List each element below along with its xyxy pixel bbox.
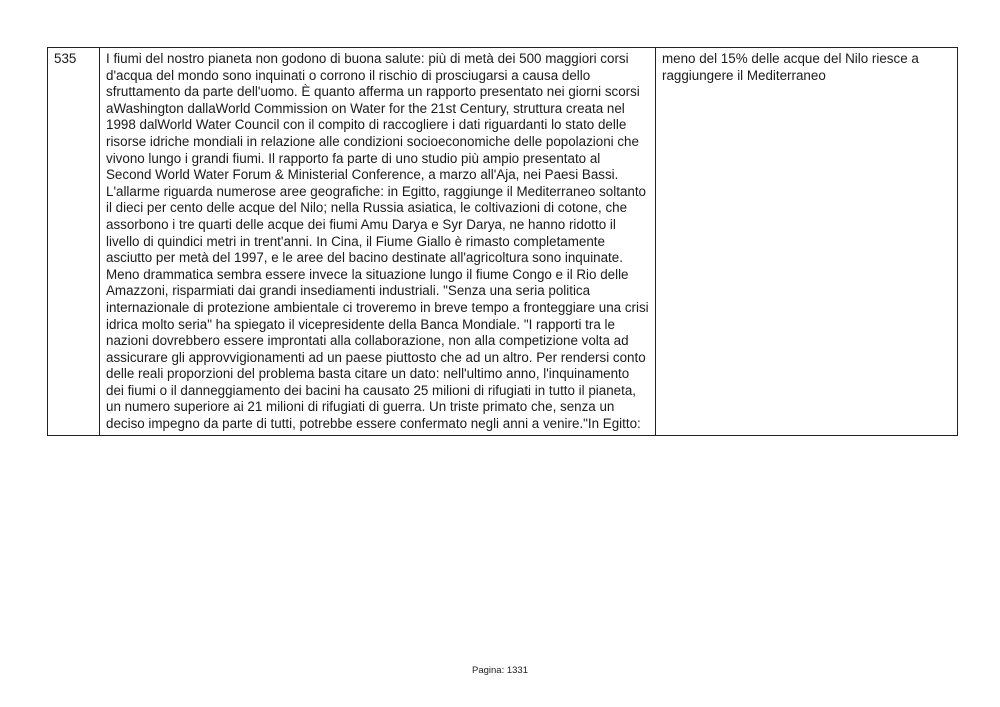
page-number: Pagina: 1331 (472, 665, 528, 676)
record-answer: meno del 15% delle acque del Nilo riesce a raggiungere il Mediterraneo (656, 48, 958, 436)
table-row (48, 48, 958, 436)
record-id: 535 (48, 48, 100, 436)
record-table (47, 47, 958, 436)
record-text: I fiumi del nostro pianeta non godono di buona salute: più di metà dei 500 maggiori corsi d'acqua del mondo sono inquinati o corrono il rischio di prosciugarsi a causa dello sfruttamento da parte dell'uomo. È quanto afferma un rapporto presentato nei giorni scorsi aWashington dallaWorld Commission on Water for the 21st Century, struttura creata nel 1998 dalWorld Water Council con il compito di raccogliere i dati riguardanti lo stato delle risorse idriche mondiali in relazione alle condizioni socioeconomiche delle popolazioni che vivono lungo i grandi fiumi. Il rapporto fa parte di uno studio più ampio presentato al Second World Water Forum & Ministerial Conference, a marzo all'Aja, nei Paesi Bassi. L'allarme riguarda numerose aree geografiche: in Egitto, raggiunge il Mediterraneo soltanto il dieci per cento delle acque del Nilo; nella Russia asiatica, le coltivazioni di cotone, che assorbono i tre quarti delle acque dei fiumi Amu Darya e Syr Darya, ne hanno ridotto il livello di quindici metri in trent'anni. In Cina, il Fiume Giallo è rimasto completamente asciutto per metà del 1997, e le aree del bacino destinate all'agricoltura sono inquinate. Meno drammatica sembra essere invece la situazione lungo il fiume Congo e il Rio delle Amazzoni, risparmiati dai grandi insediamenti industriali. "Senza una seria politica internazionale di protezione ambientale ci troveremo in breve tempo a fronteggiare una crisi idrica molto seria" ha spiegato il vicepresidente della Banca Mondiale. "I rapporti tra le nazioni dovrebbero essere improntati alla collaborazione, non alla competizione volta ad assicurare gli approvvigionamenti ad un paese piuttosto che ad un altro. Per rendersi conto delle reali proporzioni del problema basta citare un dato: nell'ultimo anno, l'inquinamento dei fiumi o il danneggiamento dei bacini ha causato 25 milioni di rifugiati in tutto il pianeta, un numero superiore ai 21 milioni di rifugiati di guerra. Un triste primato che, senza un deciso impegno da parte di tutti, potrebbe essere confermato negli anni a venire."In Egitto: (100, 48, 656, 436)
